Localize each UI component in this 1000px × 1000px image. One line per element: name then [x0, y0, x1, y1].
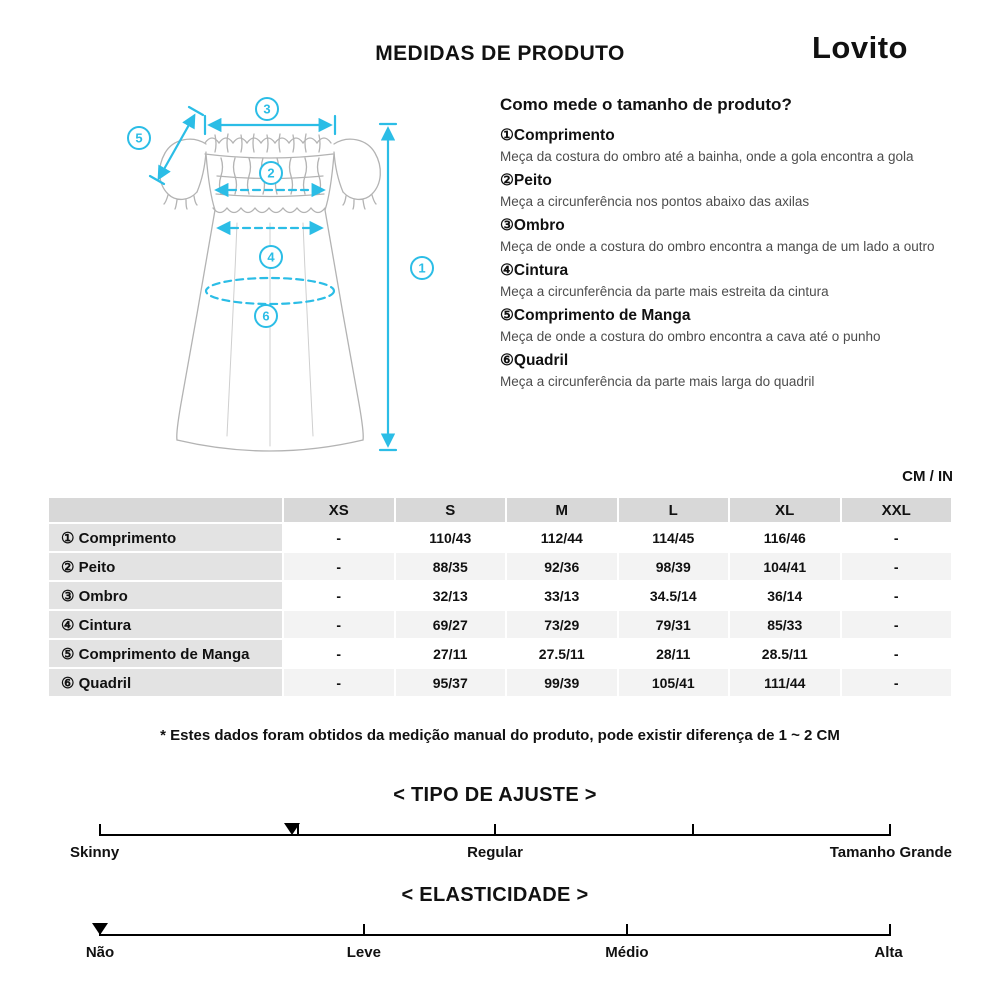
guide-item-comprimento — [500, 126, 958, 166]
table-cell: 114/45 — [619, 524, 729, 551]
fit-marker-icon — [284, 823, 300, 835]
guide-item-head: ②Peito — [500, 172, 552, 190]
callout-2 — [260, 162, 282, 184]
guide-item-head: ③Ombro — [500, 217, 565, 235]
guide-item-desc: Meça de onde a costura do ombro encontra a cava até o punho — [500, 329, 881, 345]
row-label: ⑥ Quadril — [49, 669, 282, 696]
size-col-header: L — [619, 498, 729, 522]
table-cell: 28.5/11 — [730, 640, 840, 667]
callout-1 — [411, 257, 433, 279]
table-cell: 79/31 — [619, 611, 729, 638]
scale-tick — [363, 924, 365, 936]
table-cell: 88/35 — [396, 553, 506, 580]
size-col-header: S — [396, 498, 506, 522]
guide-item-head: ①Comprimento — [500, 127, 615, 144]
table-cell: - — [284, 669, 394, 696]
row-label: ① Comprimento — [49, 524, 282, 551]
table-cell: - — [842, 611, 952, 638]
table-cell: 73/29 — [507, 611, 617, 638]
row-label: ④ Cintura — [49, 611, 282, 638]
guide-item-comprimento-manga — [500, 306, 958, 346]
guide-item-desc: Meça a circunferência da parte mais larga do quadril — [500, 374, 815, 390]
svg-text:1: 1 — [418, 260, 426, 276]
elasticity-marker-icon — [92, 923, 108, 935]
scale-tick — [889, 824, 891, 836]
brand-logo: Lovito — [812, 30, 908, 65]
size-table — [47, 496, 953, 698]
table-cell: 92/36 — [507, 553, 617, 580]
callout-5 — [128, 127, 150, 149]
svg-text:6: 6 — [262, 308, 270, 324]
size-col-header: XXL — [842, 498, 952, 522]
table-cell: 99/39 — [507, 669, 617, 696]
guide-item-ombro — [500, 216, 958, 256]
guide-item-cintura — [500, 261, 958, 301]
size-col-header: M — [507, 498, 617, 522]
scale-tick — [626, 924, 628, 936]
size-table-header-row — [49, 498, 951, 522]
guide-item-peito — [500, 171, 958, 211]
guide-item-desc: Meça a circunferência nos pontos abaixo das axilas — [500, 194, 810, 209]
units-label: CM / IN — [902, 468, 953, 485]
callout-4 — [260, 246, 282, 268]
elasticity-scale-track — [100, 934, 890, 936]
row-label: ② Peito — [49, 553, 282, 580]
guide-item-desc: Meça a circunferência da parte mais estreita da cintura — [500, 284, 829, 300]
table-cell: - — [284, 553, 394, 580]
svg-text:3: 3 — [263, 101, 271, 117]
row-label: ⑤ Comprimento de Manga — [49, 640, 282, 667]
elasticity-scale-labels — [85, 944, 903, 964]
table-cell: 116/46 — [730, 524, 840, 551]
elasticity-label-medio: Médio — [605, 944, 649, 961]
table-row — [49, 640, 951, 667]
table-cell: 110/43 — [396, 524, 506, 551]
table-cell: 33/13 — [507, 582, 617, 609]
page-title: MEDIDAS DE PRODUTO — [375, 42, 625, 65]
table-cell: 27/11 — [396, 640, 506, 667]
scale-tick — [889, 924, 891, 936]
table-row — [49, 669, 951, 696]
guide-item-quadril — [500, 351, 958, 391]
fit-label-regular: Regular — [467, 844, 523, 861]
table-cell: - — [842, 553, 952, 580]
guide-title: Como mede o tamanho de produto? — [500, 95, 792, 114]
size-col-header — [49, 498, 282, 522]
table-cell: 34.5/14 — [619, 582, 729, 609]
table-cell: - — [284, 524, 394, 551]
table-cell: 95/37 — [396, 669, 506, 696]
svg-text:2: 2 — [267, 165, 275, 181]
table-cell: 28/11 — [619, 640, 729, 667]
scale-tick — [692, 824, 694, 836]
svg-text:4: 4 — [267, 249, 275, 265]
table-cell: 85/33 — [730, 611, 840, 638]
fit-scale-track — [100, 834, 890, 836]
elasticity-scale-title: < ELASTICIDADE > — [401, 884, 589, 906]
fit-scale-labels — [70, 844, 952, 864]
table-cell: - — [842, 640, 952, 667]
table-cell: - — [842, 582, 952, 609]
row-label: ③ Ombro — [49, 582, 282, 609]
fit-type-scale — [70, 784, 952, 864]
guide-item-head: ⑤Comprimento de Manga — [500, 307, 691, 325]
table-cell: - — [842, 669, 952, 696]
table-cell: 69/27 — [396, 611, 506, 638]
table-cell: - — [284, 582, 394, 609]
table-row — [49, 582, 951, 609]
elasticity-label-alta: Alta — [874, 944, 903, 961]
elasticity-label-nao: Não — [85, 944, 115, 961]
svg-text:5: 5 — [135, 130, 143, 146]
fit-label-tamanho-grande: Tamanho Grande — [829, 844, 952, 861]
table-cell: 104/41 — [730, 553, 840, 580]
fit-scale-title: < TIPO DE AJUSTE > — [393, 784, 597, 806]
scale-tick — [494, 824, 496, 836]
sleeve-arrow — [159, 116, 194, 178]
dress-measurement-diagram — [55, 88, 475, 468]
table-row — [49, 524, 951, 551]
table-cell: - — [842, 524, 952, 551]
elasticity-scale — [85, 884, 903, 964]
table-row — [49, 553, 951, 580]
fit-label-skinny: Skinny — [70, 844, 120, 861]
table-cell: 112/44 — [507, 524, 617, 551]
table-cell: 36/14 — [730, 582, 840, 609]
guide-item-desc: Meça de onde a costura do ombro encontra a manga de um lado a outro — [500, 239, 935, 255]
scale-tick — [99, 824, 101, 836]
size-col-header: XS — [284, 498, 394, 522]
table-cell: 98/39 — [619, 553, 729, 580]
dress-illustration — [55, 88, 475, 468]
table-cell: 105/41 — [619, 669, 729, 696]
measurement-disclaimer: * Estes dados foram obtidos da medição manual do produto, pode existir diferença de 1 ~ 2 CM — [160, 727, 840, 744]
guide-item-head: ④Cintura — [500, 262, 569, 280]
table-cell: 27.5/11 — [507, 640, 617, 667]
guide-item-desc: Meça da costura do ombro até a bainha, onde a gola encontra a gola — [500, 148, 914, 164]
size-col-header: XL — [730, 498, 840, 522]
table-cell: 32/13 — [396, 582, 506, 609]
measure-guide — [500, 95, 958, 396]
table-row — [49, 611, 951, 638]
guide-item-head: ⑥Quadril — [500, 352, 569, 370]
table-cell: - — [284, 611, 394, 638]
callout-3 — [256, 98, 278, 120]
table-cell: 111/44 — [730, 669, 840, 696]
elasticity-label-leve: Leve — [346, 944, 381, 961]
callout-6 — [255, 305, 277, 327]
table-cell: - — [284, 640, 394, 667]
